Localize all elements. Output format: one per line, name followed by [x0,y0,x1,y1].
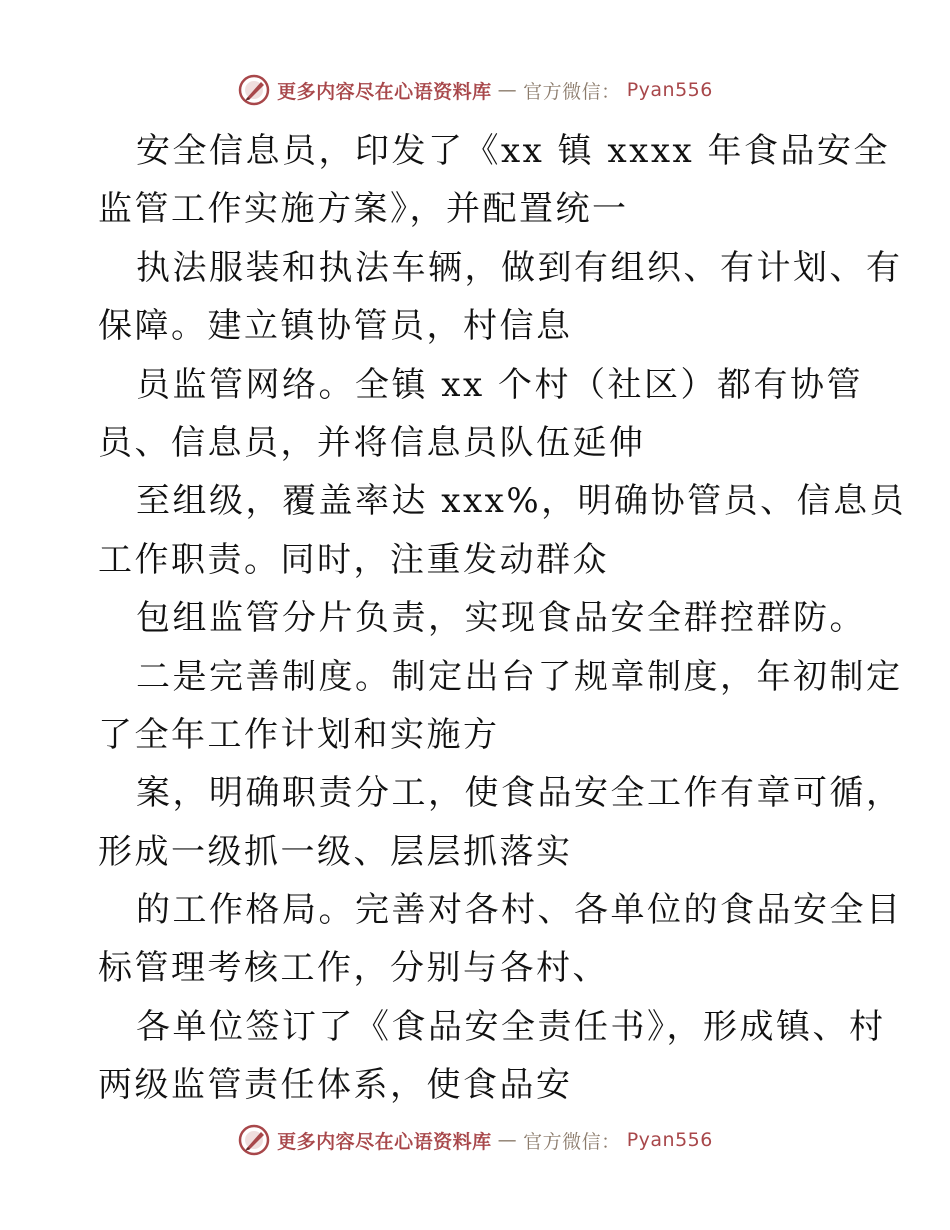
text-line: 执法服装和执法车辆，做到有组织、有计划、有 [136,247,903,288]
banner-official-label: 官方微信： [523,1130,621,1153]
banner-wechat-id: Pyan556 [626,1129,713,1151]
text-line: 的工作格局。完善对各村、各单位的食品安全目 [136,890,903,931]
text-line: 监管工作实施方案》，并配置统一 [98,189,629,230]
feather-pen-icon [237,1123,271,1157]
banner-separator: — [497,79,518,101]
text-line: 至组级，覆盖率达 xxx%，明确协管员、信息员 [136,481,907,522]
text-line: 员监管网络。全镇 xx 个村（社区）都有协管 [136,364,863,405]
text-line: 两级监管责任体系，使食品安 [98,1065,573,1106]
feather-pen-icon [237,73,271,107]
text-line: 形成一级抓一级、层层抓落实 [98,831,573,872]
banner-brand-text: 更多内容尽在心语资料库 [277,1130,492,1153]
banner-separator: — [497,1129,518,1151]
text-line: 各单位签订了《食品安全责任书》，形成镇、村 [136,1006,886,1047]
text-line: 二是完善制度。制定出台了规章制度，年初制定 [136,656,903,697]
text-line: 安全信息员，印发了《xx 镇 xxxx 年食品安全 [136,131,890,171]
text-line: 工作职责。同时，注重发动群众 [98,539,609,580]
text-line: 案，明确职责分工，使食品安全工作有章可循， [136,773,903,814]
text-line: 了全年工作计划和实施方 [98,714,500,755]
banner-wechat-id: Pyan556 [626,79,713,101]
header-banner [0,70,950,110]
document-body [98,122,907,1115]
text-line: 包组监管分片负责，实现食品安全群控群防。 [136,598,866,639]
banner-official-label: 官方微信： [523,80,621,103]
text-line: 保障。建立镇协管员，村信息 [98,306,573,347]
text-line: 标管理考核工作，分别与各村、 [98,948,609,989]
footer-banner [0,1120,950,1160]
text-line: 员、信息员，并将信息员队伍延伸 [98,422,646,463]
banner-brand-text: 更多内容尽在心语资料库 [277,80,492,103]
